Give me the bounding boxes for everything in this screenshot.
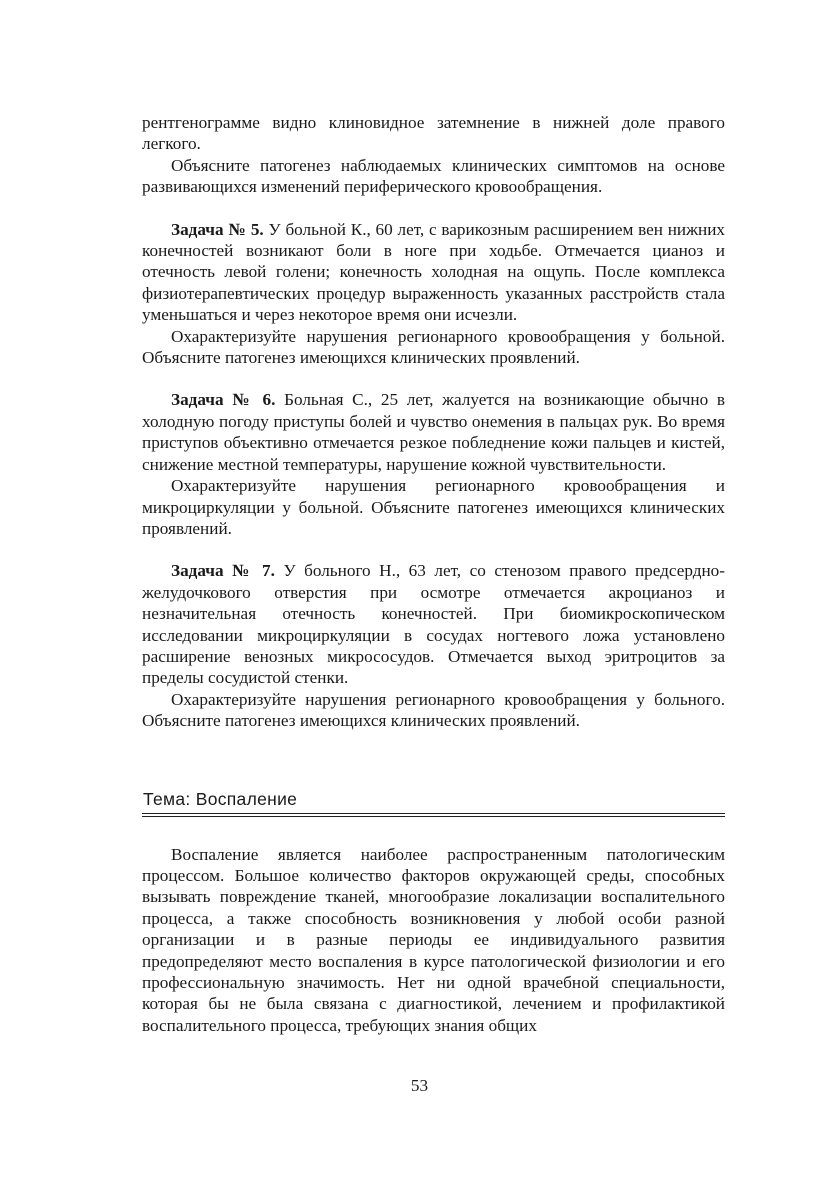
task-6-body: Больная С., 25 лет, жалуется на возникающие обычно в холодную погоду приступы болей и чувство онемения в пальцах рук. Во время приступов объективно отмечается резкое побледнение кожи пальцев и кистей, снижение местной температуры, нарушение кожной чувствительности. (142, 390, 725, 474)
task-6-label: Задача № 6. (171, 390, 276, 410)
task-6-text (142, 389, 725, 475)
topic-intro-paragraph: Воспаление является наиболее распространенным патологическим процессом. Большое количество факторов окружающей среды, способных вызывать повреждение тканей, многообразие локализации воспалительного процесса, а также способность возникновения у любой особи разной организации и в разные периоды ее индивидуального развития предопределяют место воспаления в курсе патологической физиологии и его профессиональную значимость. Нет ни одной врачебной специальности, которая бы не была связана с диагностикой, лечением и профилактикой воспалительного процесса, требующих знания общих (142, 844, 725, 1035)
task-4-question: Объясните патогенез наблюдаемых клинических симптомов на основе развивающихся изменений периферического кровообращения. (142, 155, 725, 197)
heading-rule-bottom (142, 816, 725, 817)
task-5 (142, 219, 725, 369)
task-7-text (142, 560, 725, 688)
topic-heading: Тема: Воспаление (143, 788, 298, 809)
task-5-question: Охарактеризуйте нарушения регионарного кровообращения у больной. Объясните патогенез имеющихся клинических проявлений. (142, 326, 725, 368)
task-5-label: Задача № 5. (171, 219, 264, 239)
continued-paragraph: рентгенограмме видно клиновидное затемнение в нижней доле правого легкого. (142, 113, 725, 154)
task-5-body: У больной К., 60 лет, с варикозным расширением вен нижних конечностей возникают боли в ноге при ходьбе. Отмечается цианоз и отечность левой голени; конечность холодная на ощупь. После комплекса физиотерапевтических процедур выраженность указанных расстройств стала уменьшаться и через некоторое время они исчезли. (142, 219, 725, 325)
topic-heading-block (142, 788, 725, 817)
task-6-question: Охарактеризуйте нарушения регионарного кровообращения и микроциркуляции у больной. Объясните патогенез имеющихся клинических проявлений. (142, 476, 725, 538)
page-number: 53 (410, 1076, 429, 1095)
page-content (142, 112, 725, 1036)
task-7-body: У больного Н., 63 лет, со стенозом правого предсердно-желудочкового отверстия при осмотре отмечается акроцианоз и незначительная отечность конечностей. При биомикроскопическом исследовании микроциркуляции в сосудах ногтевого ложа установлено расширение венозных микрососудов. Отмечается выход эритроцитов за пределы сосудистой стенки. (142, 561, 725, 688)
task-7-label: Задача № 7. (171, 561, 275, 581)
task-7-question: Охарактеризуйте нарушения регионарного кровообращения у больного. Объясните патогенез имеющихся клинических проявлений. (142, 689, 725, 731)
task-7 (142, 560, 725, 731)
task-6 (142, 389, 725, 539)
heading-rule-top (142, 813, 725, 814)
task-5-text (142, 219, 725, 326)
